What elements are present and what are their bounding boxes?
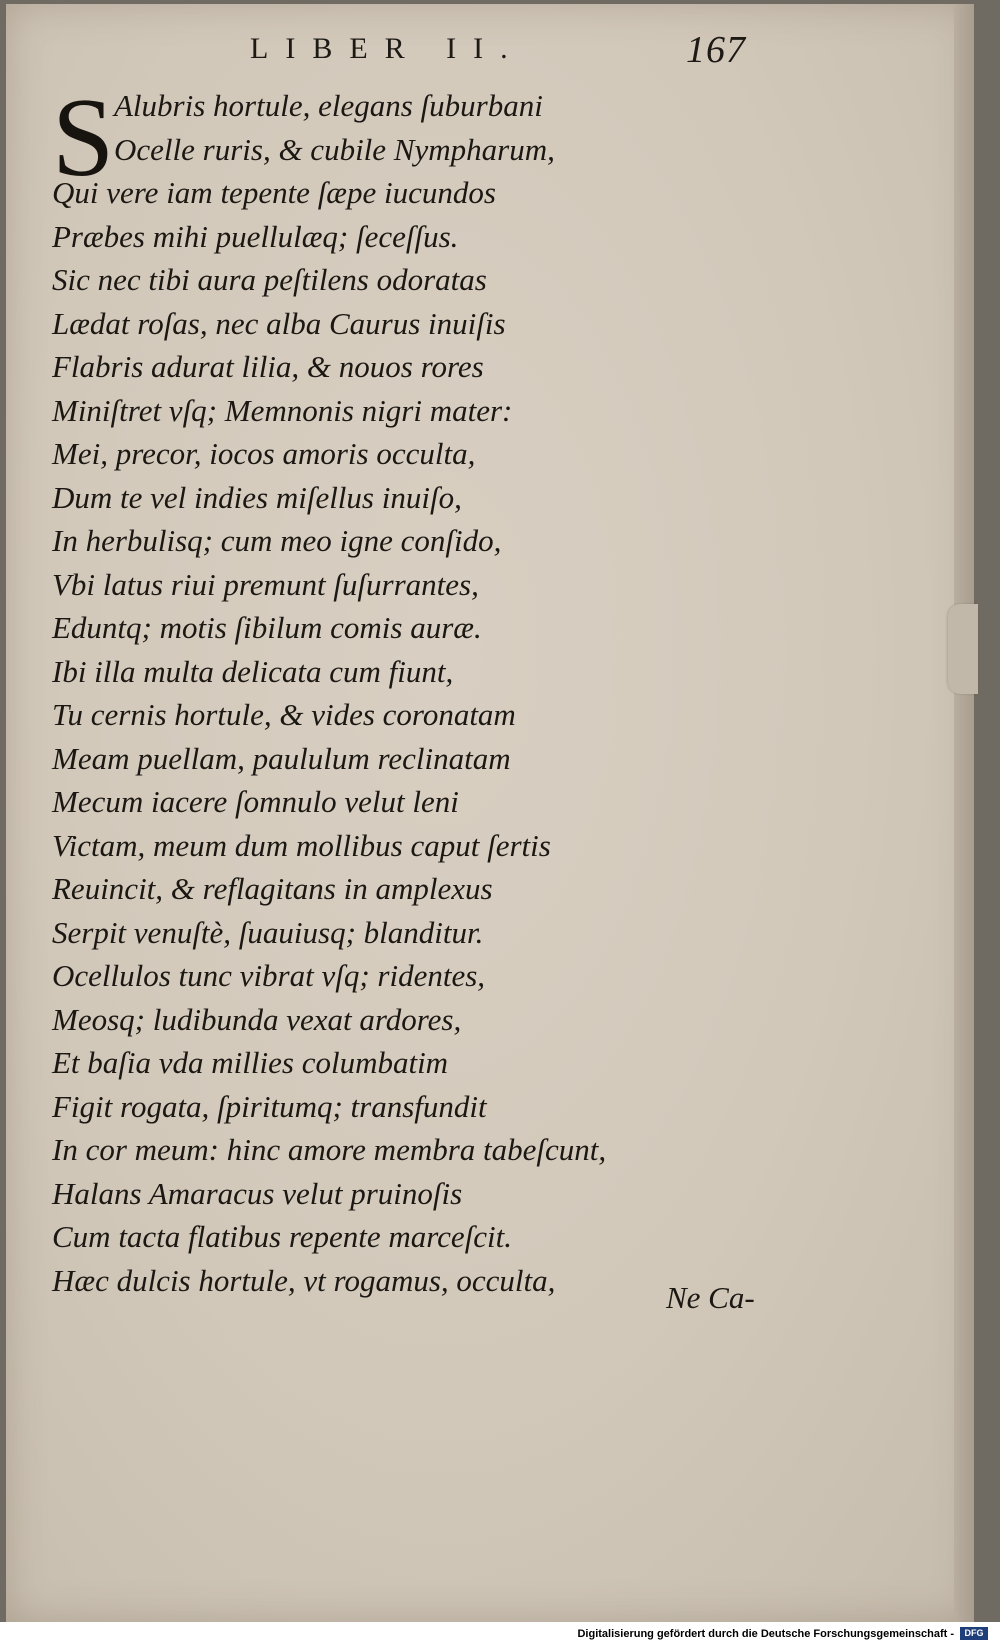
page-tab-marker — [948, 604, 978, 694]
page-number: 167 — [686, 29, 746, 71]
catchword: Ne Ca- — [666, 1280, 755, 1315]
verse-line: Tu cernis hortule, & vides coronatam — [52, 697, 516, 732]
verse-line: Miniſtret vſq; Memnonis nigri mater: — [52, 392, 513, 428]
verse-line: Et baſia vda millies columbatim — [52, 1045, 449, 1080]
verse-line: Halans Amaracus velut pruinoſis — [52, 1175, 463, 1211]
verse-line: Lædat roſas, nec alba Caurus inuiſis — [52, 305, 506, 341]
verse-line: Ocelle ruris, & cubile Nympharum, — [114, 131, 555, 167]
verse-line: Sic nec tibi aura peſtilens odoratas — [52, 262, 487, 297]
verse-line: Hæc dulcis hortule, vt rogamus, occulta, — [52, 1262, 556, 1298]
verse-line: Meam puellam, paululum reclinatam — [52, 740, 511, 776]
dfg-logo: DFG — [960, 1627, 988, 1640]
verse-line: Eduntq; motis ſibilum comis auræ. — [52, 610, 482, 645]
verse-line: Alubris hortule, elegans ſuburbani — [114, 88, 543, 123]
verse-line: Præbes mihi puellulæq; ſeceſſus. — [52, 218, 459, 254]
verse-line: Dum te vel indies miſellus inuiſo, — [52, 479, 462, 515]
verse-line: In cor meum: hinc amore membra tabeſcunt, — [52, 1132, 607, 1167]
verse-line: Qui vere iam tepente ſæpe iucundos — [52, 175, 496, 210]
verse-line: Mei, precor, iocos amoris occulta, — [52, 436, 476, 471]
verse-line: In herbulisq; cum meo igne conſido, — [52, 523, 502, 558]
verse-line: Cum tacta flatibus repente marceſcit. — [52, 1219, 513, 1254]
page-edge — [954, 4, 974, 1622]
verse-line: Serpit venuſtè, ſuauiusq; blanditur. — [52, 914, 484, 950]
funding-note: Digitalisierung gefördert durch die Deutsche Forschungsgemeinschaft - — [577, 1628, 954, 1640]
drop-cap: S — [52, 76, 115, 200]
poem-text — [52, 76, 772, 1302]
verse-line: Meosq; ludibunda vexat ardores, — [52, 1001, 462, 1037]
verse-line: Figit rogata, ſpiritumq; transfundit — [52, 1088, 487, 1124]
running-title: LIBER II. — [250, 32, 525, 65]
verse-line: Ibi illa multa delicata cum fiunt, — [52, 653, 454, 689]
verse-line: Victam, meum dum mollibus caput ſertis — [52, 827, 551, 863]
verse-line: Reuincit, & reflagitans in amplexus — [52, 871, 493, 906]
verse-line: Flabris adurat lilia, & nouos rores — [52, 349, 484, 384]
verse-line: Vbi latus riui premunt ſuſurrantes, — [52, 566, 479, 602]
verse-line: Mecum iacere ſomnulo velut leni — [52, 784, 459, 819]
verse-line: Ocellulos tunc vibrat vſq; ridentes, — [52, 958, 486, 993]
